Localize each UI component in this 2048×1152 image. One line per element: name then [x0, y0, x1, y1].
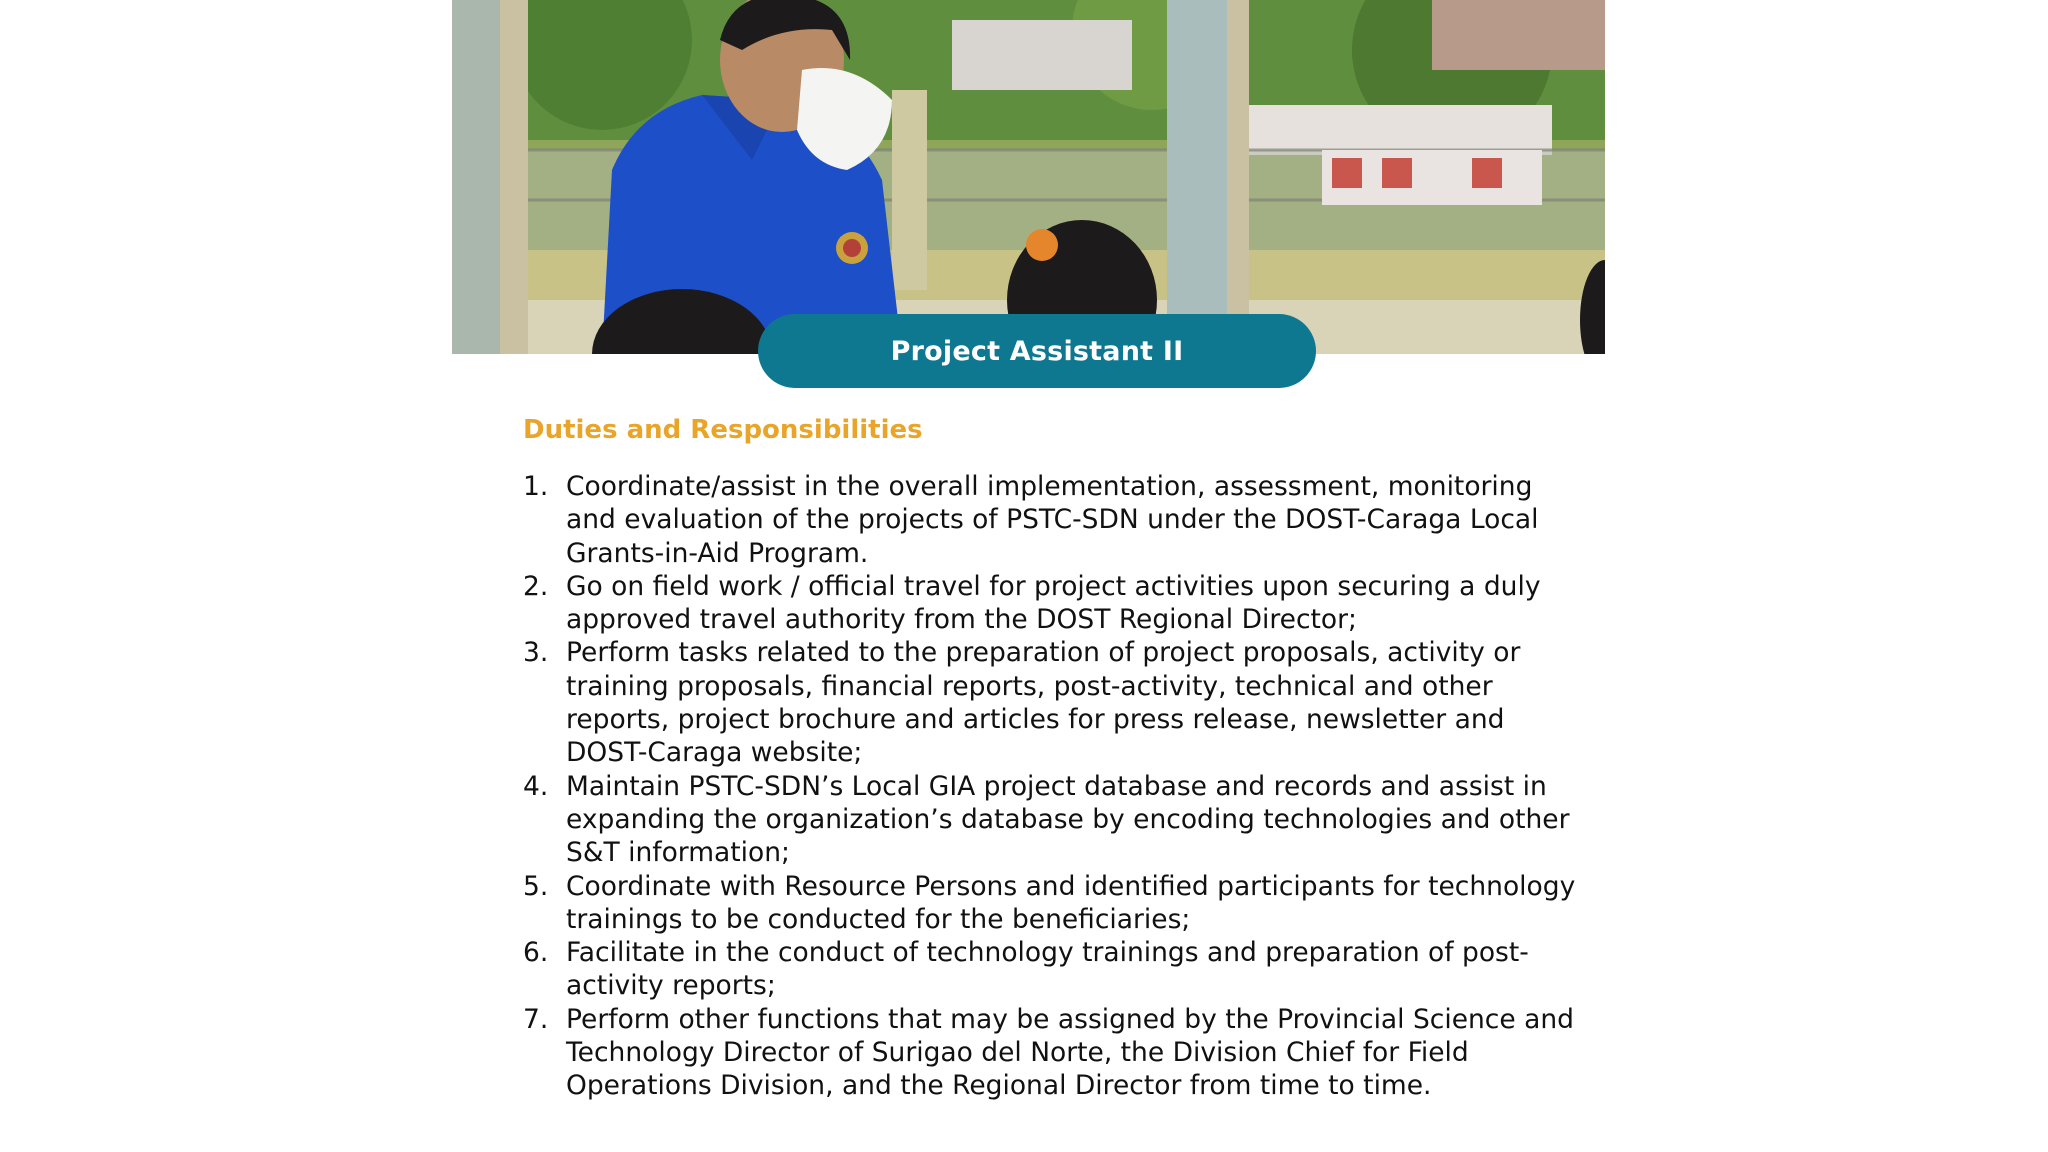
- list-item-text: Coordinate/assist in the overall implementation, assessment, monitoring and evaluation of the projects of PSTC-SDN under the DOST-Caraga Local Grants-in-Aid Program.: [566, 471, 1539, 569]
- list-item-text: Perform tasks related to the preparation of project proposals, activity or training proposals, financial reports, post-activity, technical and other reports, project brochure and articles for press release, newsletter and DOST-Caraga website;: [566, 637, 1521, 769]
- list-item-number: 1.: [523, 471, 549, 502]
- job-title-banner: Project Assistant II: [758, 314, 1316, 388]
- section-heading: Duties and Responsibilities: [523, 415, 923, 445]
- list-item: [523, 470, 1583, 570]
- list-item-number: 5.: [523, 870, 549, 902]
- list-item: [523, 870, 1583, 937]
- duties-section: [523, 410, 1583, 1103]
- duties-list: [523, 470, 1583, 1103]
- header-photo: [452, 0, 1605, 354]
- list-item-number: 2.: [523, 570, 549, 602]
- list-item-number: 3.: [523, 637, 549, 669]
- list-item-text: Go on field work / official travel for project activities upon securing a duly approved travel authority from the DOST Regional Director;: [566, 570, 1541, 636]
- list-item: [523, 570, 1583, 637]
- list-item-number: 4.: [523, 770, 549, 802]
- list-item: [523, 936, 1583, 1003]
- header-photo-illustration: [452, 0, 1605, 354]
- list-item: [523, 636, 1583, 769]
- list-item: [523, 1003, 1583, 1103]
- list-item-text: Maintain PSTC-SDN’s Local GIA project database and records and assist in expanding the organization’s database by encoding technologies and other S&T information;: [566, 770, 1570, 869]
- list-item-text: Facilitate in the conduct of technology trainings and preparation of post-activity reports;: [566, 937, 1529, 1002]
- list-item-number: 7.: [523, 1003, 549, 1035]
- list-item: [523, 770, 1583, 870]
- list-item-text: Perform other functions that may be assigned by the Provincial Science and Technology Director of Surigao del Norte, the Division Chief for Field Operations Division, and the Regional Director from time to time.: [566, 1003, 1574, 1102]
- list-item-number: 6.: [523, 937, 549, 969]
- list-item-text: Coordinate with Resource Persons and identified participants for technology trainings to be conducted for the beneficiaries;: [566, 870, 1576, 935]
